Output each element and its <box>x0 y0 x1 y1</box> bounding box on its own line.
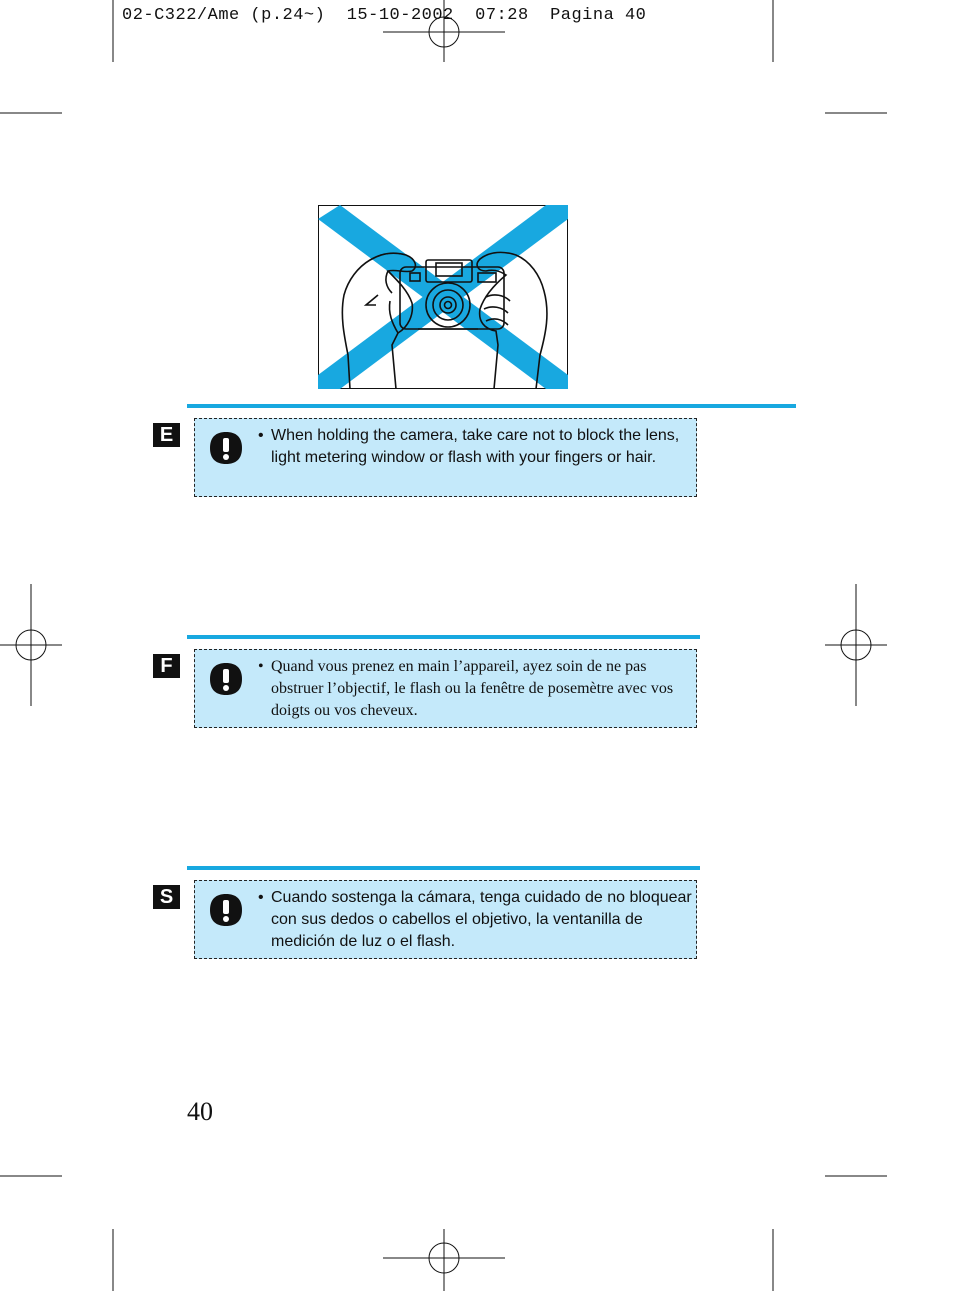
language-tag-spanish: S <box>153 885 180 909</box>
bullet: • <box>258 658 264 675</box>
section-rule-f <box>187 635 700 639</box>
print-slug: 02-C322/Ame (p.24~) 15-10-2002 07:28 Pagina 40 <box>122 6 647 25</box>
caution-body: When holding the camera, take care not to block the lens, light metering window or flash with your fingers or hair. <box>271 427 680 466</box>
page-number: 40 <box>187 1097 213 1126</box>
bullet: • <box>258 889 264 906</box>
caution-note-english <box>194 418 697 497</box>
caution-icon <box>209 431 243 465</box>
caution-text-spanish <box>258 887 692 953</box>
language-tag-english: E <box>153 423 180 447</box>
caution-icon <box>209 893 243 927</box>
caution-text-english <box>258 425 692 469</box>
language-tag-french: F <box>153 654 180 678</box>
caution-icon <box>209 662 243 696</box>
caution-text-french <box>258 656 692 722</box>
bullet: • <box>258 427 264 444</box>
section-rule-e <box>187 404 796 408</box>
section-rule-s <box>187 866 700 870</box>
caution-note-french <box>194 649 697 728</box>
caution-body: Cuando sostenga la cámara, tenga cuidado de no bloquear con sus dedos o cabellos el objetivo, la ventanilla de medición de luz o el flash. <box>271 889 692 950</box>
caution-body: Quand vous prenez en main l’appareil, ayez soin de ne pas obstruer l’objectif, le flash ou la fenêtre de posemètre avec vos doigts ou vos cheveux. <box>271 658 674 719</box>
caution-note-spanish <box>194 880 697 959</box>
camera-hold-illustration <box>318 205 568 389</box>
